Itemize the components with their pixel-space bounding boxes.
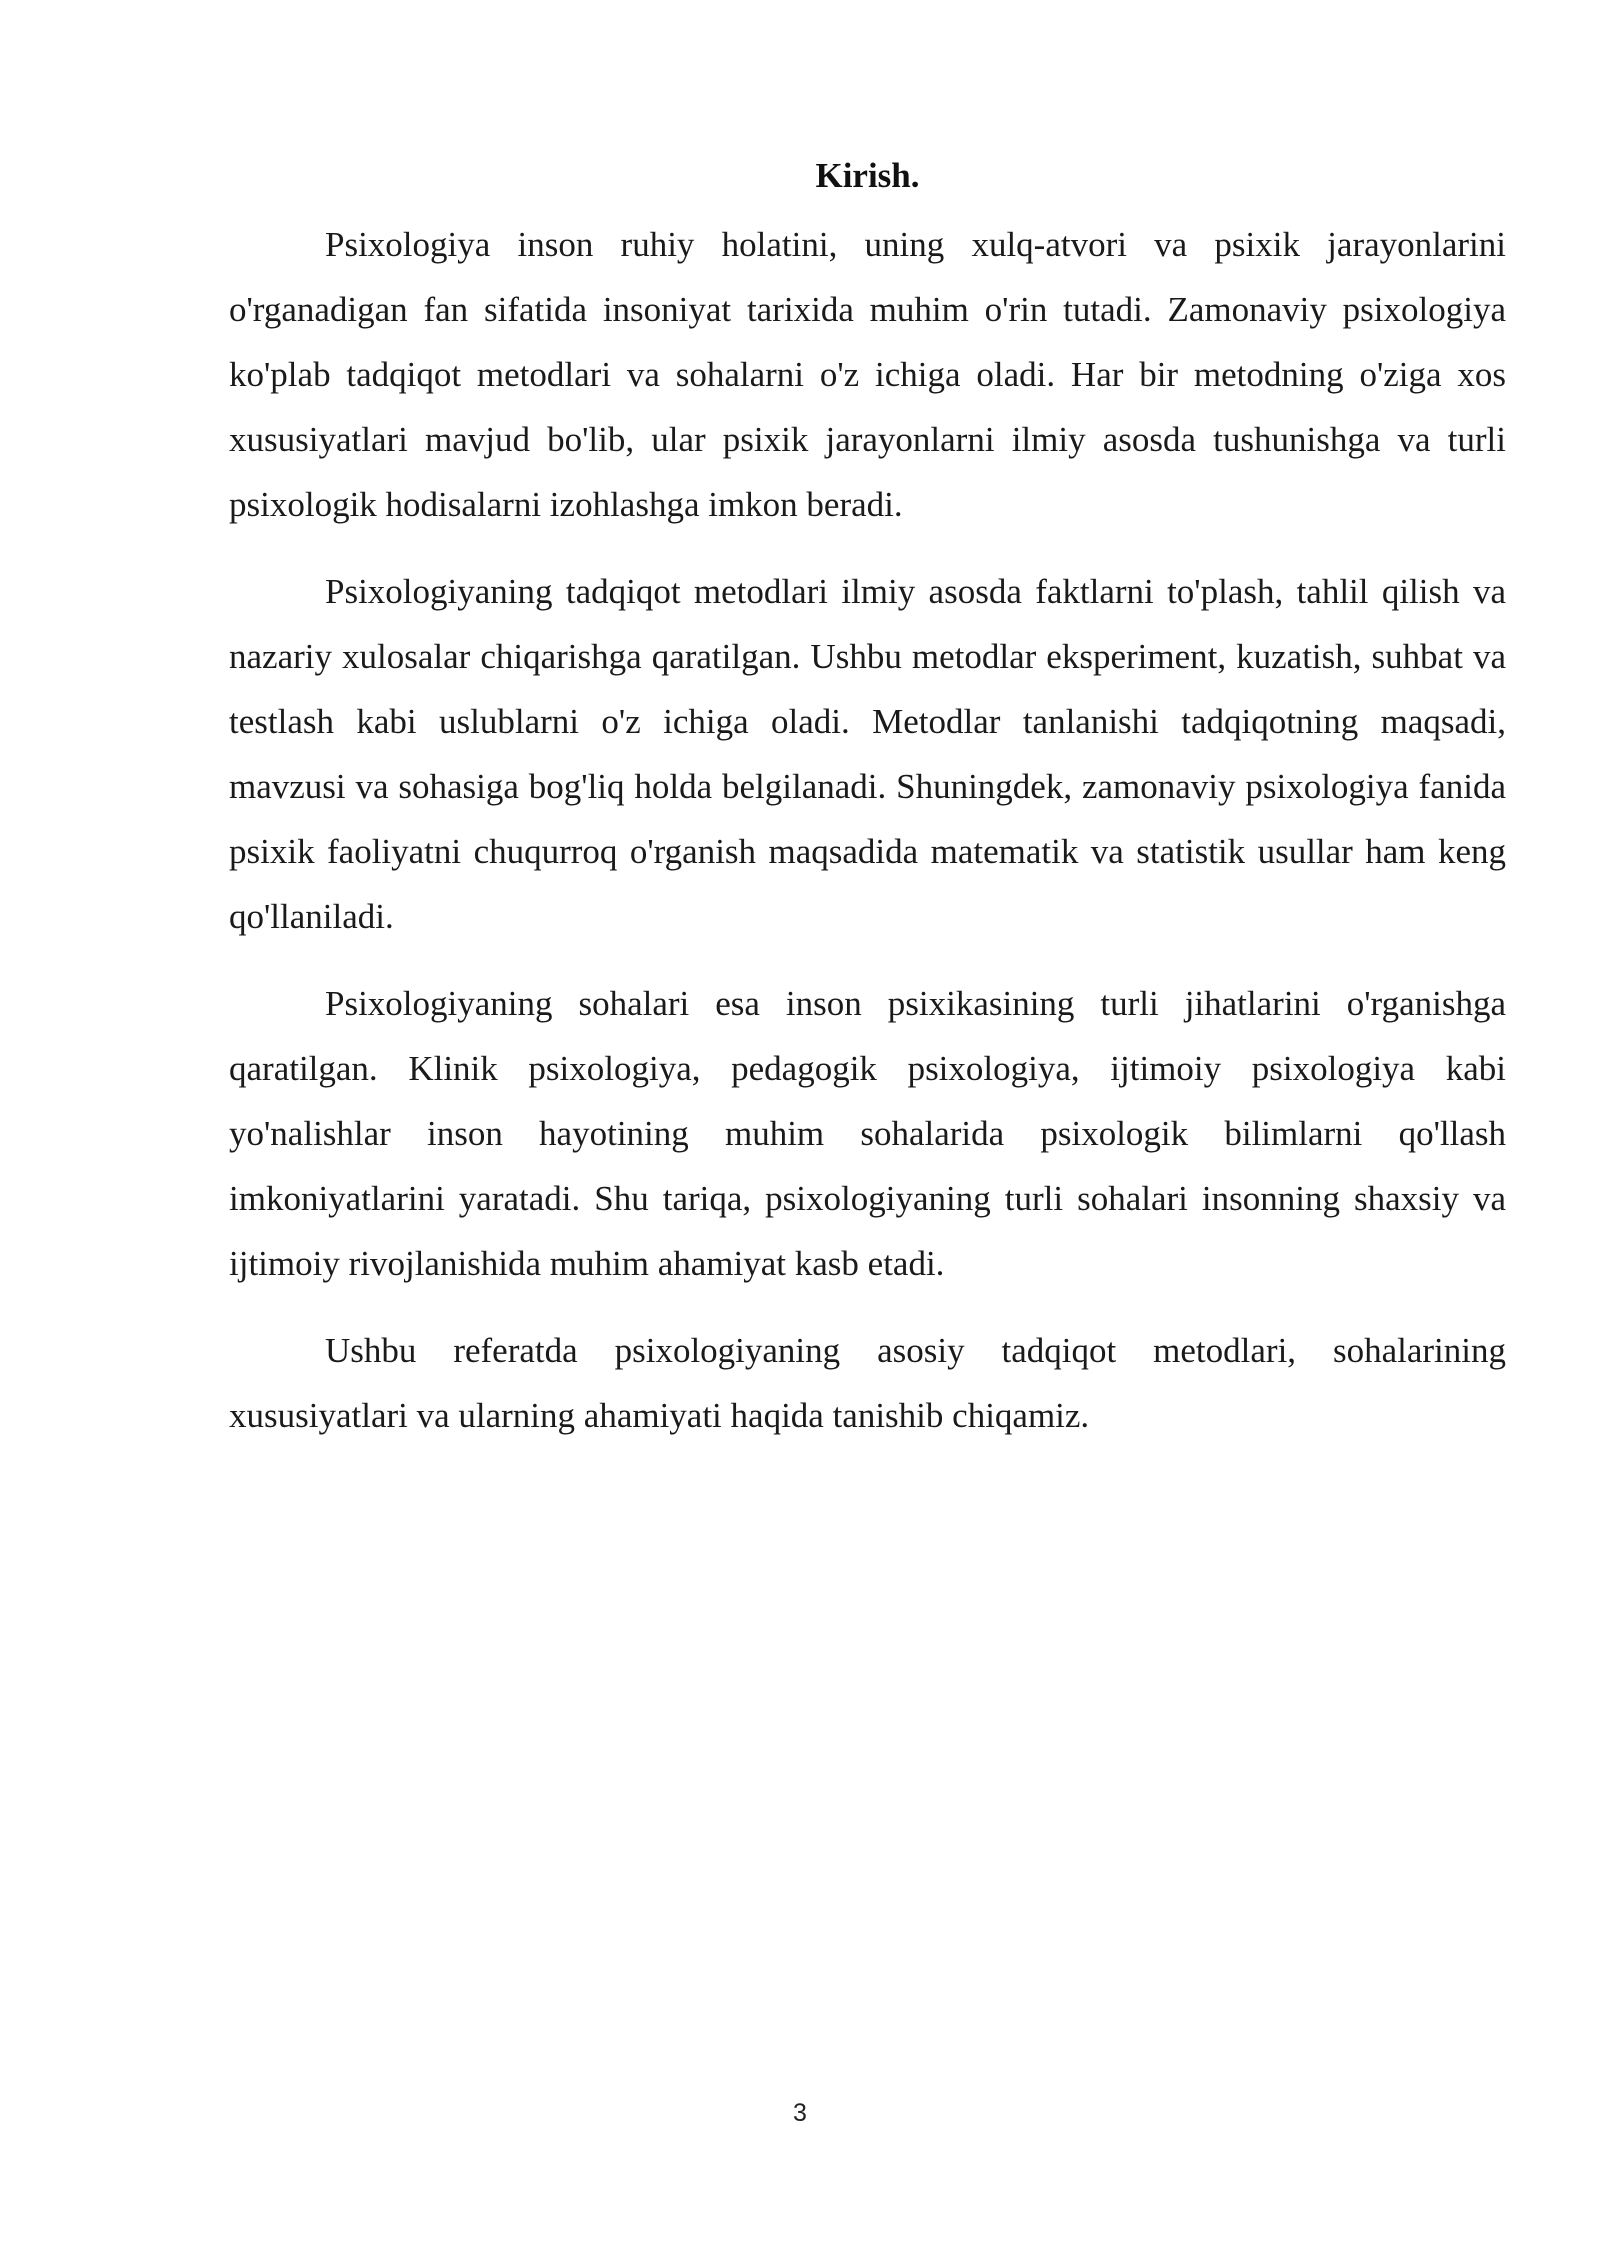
paragraph-3: Psixologiyaning sohalari esa inson psixikasining turli jihatlarini o'rganishga qaratilgan. Klinik psixologiya, pedagogik psixologiya, ijtimoiy psixologiya kabi yo'nalishlar inson hayotining muhim sohalarida psixologik bilimlarni qo'llash imkoniyatlarini yaratadi. Shu tariqa, psixologiyaning turli sohalari insonning shaxsiy va ijtimoiy rivojlanishida muhim ahamiyat kasb etadi. — [229, 984, 1506, 1283]
paragraph-2: Psixologiyaning tadqiqot metodlari ilmiy asosda faktlarni to'plash, tahlil qilish va nazariy xulosalar chiqarishga qaratilgan. Ushbu metodlar eksperiment, kuzatish, suhbat va testlash kabi uslublarni o'z ichiga oladi. Metodlar tanlanishi tadqiqotning maqsadi, mavzusi va sohasiga bog'liq holda belgilanadi. Shuningdek, zamonaviy psixologiya fanida psixik faoliyatni chuqurroq o'rganish maqsadida matematik va statistik usullar ham keng qo'llaniladi. — [229, 572, 1506, 936]
page-number: 3 — [793, 2099, 807, 2127]
paragraph-1: Psixologiya inson ruhiy holatini, uning xulq-atvori va psixik jarayonlarini o'rganadigan fan sifatida insoniyat tarixida muhim o'rin tutadi. Zamonaviy psixologiya ko'plab tadqiqot metodlari va sohalarni o'z ichiga oladi. Har bir metodning o'ziga xos xususiyatlari mavjud bo'lib, ular psixik jarayonlarni ilmiy asosda tushunishga va turli psixologik hodisalarni izohlashga imkon beradi. — [229, 225, 1506, 524]
page-content — [229, 150, 1506, 1470]
paragraph-4: Ushbu referatda psixologiyaning asosiy tadqiqot metodlari, sohalarining xususiyatlari va ularning ahamiyati haqida tanishib chiqamiz. — [229, 1331, 1506, 1435]
section-title: Kirish. — [815, 156, 920, 195]
